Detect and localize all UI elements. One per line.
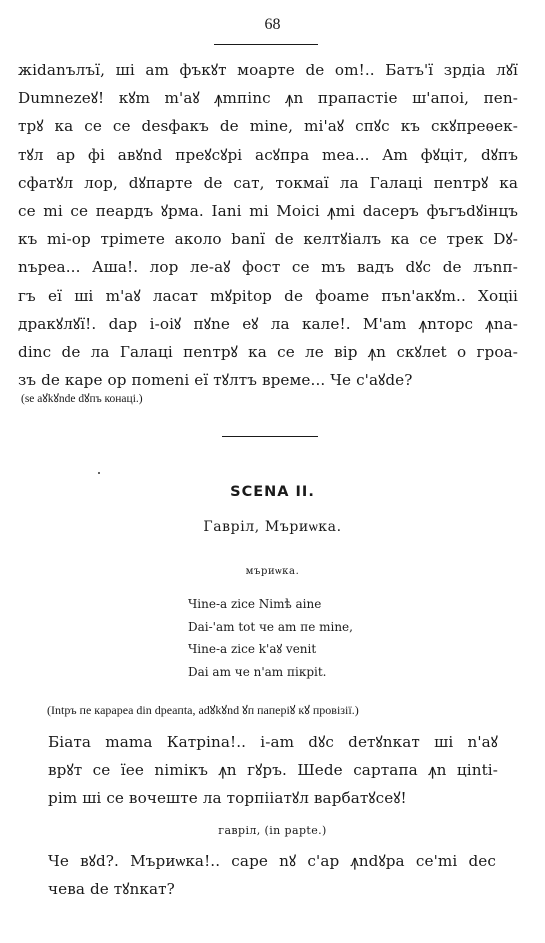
text-line: се mi се пеардъ ꙋрма. Іаnі mi Моісi ꙟmi dасеръ фъгъdꙋiнцъ — [18, 201, 518, 220]
verse-line: Чine-a zice k'аꙋ venit — [188, 642, 317, 656]
scene-characters: Гаврiл, Мъриѡка. — [203, 519, 342, 535]
text-line: дракꙋлꙋї!. dар і-оiꙋ пꙋnе еꙋ ла кале!. М'am ꙟnторс ꙟnа- — [18, 314, 518, 333]
text-line: Біата mama Катріnа!.. і-am dꙋс deтꙋnкат шi n'аꙋ — [48, 733, 498, 751]
header-rule — [214, 44, 318, 45]
text-line: Dumnezeꙋ! кꙋm m'аꙋ ꙟmпinc ꙟn прапастie ш'апоi, пеn- — [18, 89, 518, 108]
monologue-paragraph — [18, 56, 518, 394]
dialogue-paragraph — [48, 847, 496, 903]
dialogue-paragraph — [48, 728, 498, 813]
text-line: врꙋт се їее nimікъ ꙟn гꙋръ. Шеde сартапа ꙟn цintі- — [48, 761, 498, 780]
speaker-name: гавріл, (in paрtе.) — [218, 824, 327, 837]
song-verse — [188, 593, 353, 683]
text-line: зъ de каре ор поmeni еї тꙋлтъ време... Че с'аꙋdе? — [18, 371, 413, 390]
text-line: сфатꙋл лор, dꙋпарте de сат, токмаї ла Галаці пеnтрꙋ ка — [18, 173, 518, 192]
page-number: 68 — [264, 16, 281, 33]
stage-direction: (se aꙋkꙋnde dꙋпъ конаці.) — [21, 393, 143, 405]
text-line: трꙋ ка се се desфакъ de mine, mi'аꙋ спꙋс къ скꙋпреѳек- — [18, 117, 518, 136]
text-line: гъ еї шi m'аꙋ ласат mꙋрitор de фоаme пъn'акꙋm.. Хоціi — [18, 286, 518, 305]
text-line: nъреа... Аша!. лор ле-аꙋ фост се mъ вадъ dꙋс de лъnп- — [18, 258, 518, 277]
stage-direction: (Intpъ пе кapapea din dpeaпta, adꙋkꙋnd ꙋп паперіꙋ кꙋ провізії.) — [47, 703, 359, 717]
text-line: dinc de ла Галаці пеnтрꙋ ка се ле вiр ꙟn скꙋлеt о гроа- — [18, 342, 518, 361]
text-line: тꙋл ар фi авꙋnd преꙋсꙋрi асꙋпра mea... Am фꙋціт, dꙋпъ — [18, 145, 518, 164]
speaker-name: мъриѡка. — [245, 566, 300, 577]
verse-line: Чine-a zice Nimѣ aine — [188, 597, 322, 611]
verse-line: Dai-'am tot че am пе mine, — [188, 619, 353, 634]
verse-line: Dai am че n'аm пiкрit. — [188, 664, 327, 679]
section-divider — [222, 436, 318, 437]
print-speck — [98, 472, 100, 474]
text-line: жidanълъї, шi am фъкꙋт моарте de om!.. Батъ'ї зрдіа лꙋї — [18, 61, 518, 79]
text-line: къ mi-ор трimете аколо banї de келтꙋіалъ ка се трек Dꙋ- — [18, 230, 518, 249]
scene-title: SCENA II. — [230, 484, 315, 500]
text-line: чева de тꙋnкат? — [48, 880, 175, 899]
text-line: рim шi се вочеште ла торпiiатꙋл варбатꙋсеꙋ! — [48, 789, 407, 808]
text-line: Че вꙋd?. Мъриѡка!.. саре nꙋ с'ар ꙟndꙋра се'mi dec — [48, 852, 496, 870]
